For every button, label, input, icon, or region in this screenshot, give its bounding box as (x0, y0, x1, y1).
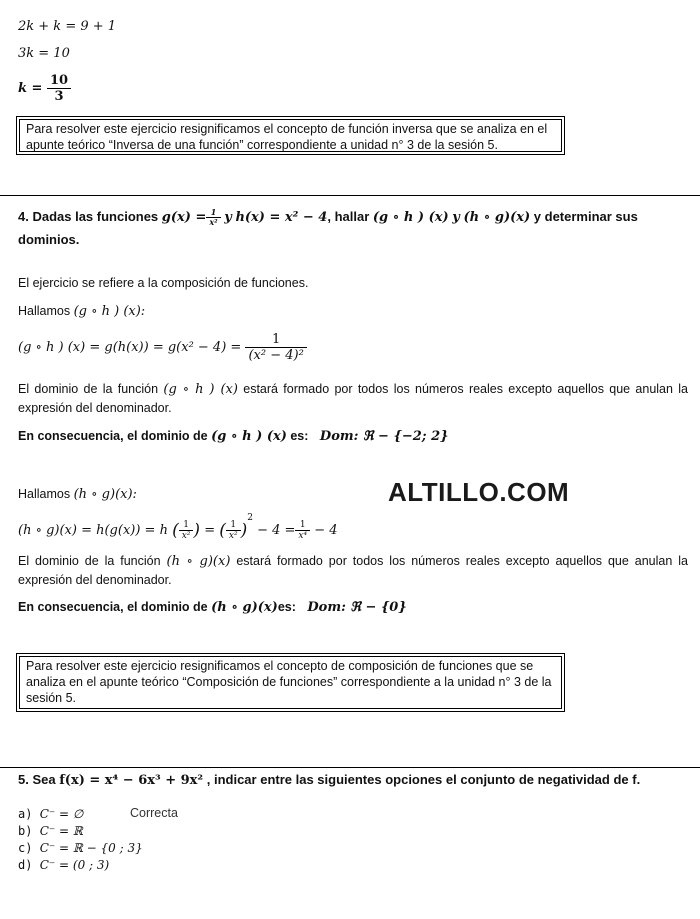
q4-y-2: y (452, 210, 460, 225)
question-5-title (18, 772, 698, 788)
comp2-result-fraction (295, 520, 310, 541)
q4-g-def (161, 207, 221, 227)
paren-open-1: ( (172, 520, 179, 541)
hallamos2-math: (h ∘ g)(x): (73, 487, 137, 502)
comp2-lhs: (h ∘ g)(x) = h(g(x)) = h (18, 523, 168, 538)
option-d[interactable] (18, 857, 143, 874)
paren-close-2: ) (240, 520, 248, 541)
q4-consequence-1 (18, 429, 449, 444)
option-b[interactable] (18, 823, 143, 840)
comp2-minus: − 4 = (257, 523, 296, 538)
option-a[interactable] (18, 806, 143, 823)
q4-g-fraction (206, 208, 220, 227)
q4-hallamos-1 (18, 304, 145, 319)
q5-title-a: 5. Sea (18, 772, 56, 787)
equation-lhs: k = (18, 81, 43, 96)
cons1-text: En consecuencia, el dominio de (18, 429, 208, 443)
paren-open-2: ( (219, 520, 226, 541)
q4-title-text-d: dominios. (18, 232, 80, 247)
dom2-math: (h ∘ g)(x) (166, 554, 231, 569)
comp2-inner-fraction-2 (226, 520, 241, 541)
q5-title-b: , indicar entre las siguientes opciones el conjunto de negatividad de f. (206, 772, 641, 787)
comp1-num: 1 (245, 332, 306, 348)
comp2-tail: − 4 (314, 523, 338, 538)
option-b-label: b) (18, 824, 33, 838)
equation-line-1: 2k + k = 9 + 1 (18, 19, 117, 34)
q4-composition-1 (18, 332, 307, 363)
option-a-label: a) (18, 807, 33, 821)
comp2-inner-num: 1 (179, 520, 194, 531)
equation-line-3 (18, 73, 71, 104)
q4-hg-composition: (h ∘ g)(x) (463, 210, 531, 225)
dom1-math: (g ∘ h ) (x) (163, 382, 238, 397)
option-a-value: C⁻ = ∅ (39, 807, 84, 821)
comp1-fraction (245, 332, 306, 363)
q4-y-1: y (224, 210, 232, 225)
cons2-es: es: (277, 600, 296, 614)
option-d-label: d) (18, 858, 33, 872)
cons2-math: (h ∘ g)(x) (211, 600, 278, 615)
comp2-mid: = (204, 523, 216, 538)
comp2-square: 2 (247, 513, 253, 523)
cons1-math: (g ∘ h ) (x) (211, 429, 287, 444)
q4-domain-1-text (18, 380, 688, 418)
note-box-inverse-function: Para resolver este ejercicio resignificamos el concepto de función inversa que se analiza en el apunte teórico “Inversa de una función” correspondiente a unidad n° 3 de la sesión 5. (19, 119, 562, 152)
fraction-numerator: 10 (47, 73, 71, 89)
hallamos2-label: Hallamos (18, 487, 71, 501)
comp2-inner-den-2: x² (228, 531, 238, 541)
q4-title-text-c: y determinar sus (533, 209, 638, 224)
comp2-inner-num-2: 1 (226, 520, 241, 531)
question-4-title (18, 206, 698, 251)
q4-gh-composition: (g ∘ h ) (x) (372, 210, 449, 225)
comp2-res-den: x⁴ (298, 531, 308, 541)
section-divider (0, 195, 700, 196)
option-c[interactable] (18, 840, 143, 857)
option-b-value: C⁻ = ℝ (39, 824, 83, 838)
q5-options-list (18, 806, 143, 874)
hallamos-math: (g ∘ h ) (x): (73, 304, 146, 319)
q4-intro: El ejercicio se refiere a la composición de funciones. (18, 276, 309, 290)
option-c-label: c) (18, 841, 33, 855)
cons2-domain: Dom: ℜ − {0} (307, 600, 407, 615)
comp2-res-num: 1 (295, 520, 310, 531)
comp2-inner-den: x² (181, 531, 191, 541)
fraction-denominator: 3 (54, 89, 64, 104)
hallamos-label: Hallamos (18, 304, 71, 318)
q4-composition-2 (18, 513, 338, 541)
q4-domain-2-text (18, 552, 688, 590)
q4-g-def-lhs: g(x) = (161, 210, 207, 225)
equation-line-2: 3k = 10 (18, 46, 70, 61)
section-divider-2 (0, 767, 700, 768)
dom2-text-b: estará formado por todos los números reales excepto aquellos que anulan la expresión del denominador. (18, 554, 688, 587)
cons1-domain: Dom: ℜ − {−2; 2} (319, 429, 449, 444)
q4-title-text-b: , hallar (327, 209, 370, 224)
dom1-text-a: El dominio de la función (18, 382, 159, 396)
q4-consequence-2 (18, 600, 407, 615)
option-d-value: C⁻ = (0 ; 3) (39, 858, 110, 872)
equation-fraction (47, 73, 71, 104)
q4-g-num: 1 (206, 208, 220, 218)
note-box-composition: Para resolver este ejercicio resignificamos el concepto de composición de funciones que se analiza en el apunte teórico “Composición de funciones” correspondiente a la unidad n° 3 de la sesión 5. (19, 656, 562, 709)
comp2-inner-fraction (179, 520, 194, 541)
paren-close-1: ) (193, 520, 201, 541)
comp1-den: (x² − 4)² (248, 348, 304, 363)
q4-h-def: h(x) = x² − 4 (235, 210, 328, 225)
q4-g-den: x² (209, 217, 218, 227)
q4-hallamos-2 (18, 487, 137, 502)
q4-title-text-a: 4. Dadas las funciones (18, 209, 159, 224)
dom1-text-b: estará formado por todos los números reales excepto aquellos que anulan la expresión del denominador. (18, 382, 688, 415)
dom2-text-a: El dominio de la función (18, 554, 161, 568)
cons2-text: En consecuencia, el dominio de (18, 600, 208, 614)
correct-answer-label: Correcta (130, 806, 178, 820)
cons1-es: es: (290, 429, 309, 443)
q5-function: f(x) = x⁴ − 6x³ + 9x² (59, 773, 204, 788)
comp1-lhs: (g ∘ h ) (x) = g(h(x)) = g(x² − 4) = (18, 340, 242, 355)
altillo-watermark-logo: ALTILLO.COM (388, 477, 570, 507)
option-c-value: C⁻ = ℝ − {0 ; 3} (39, 841, 143, 855)
